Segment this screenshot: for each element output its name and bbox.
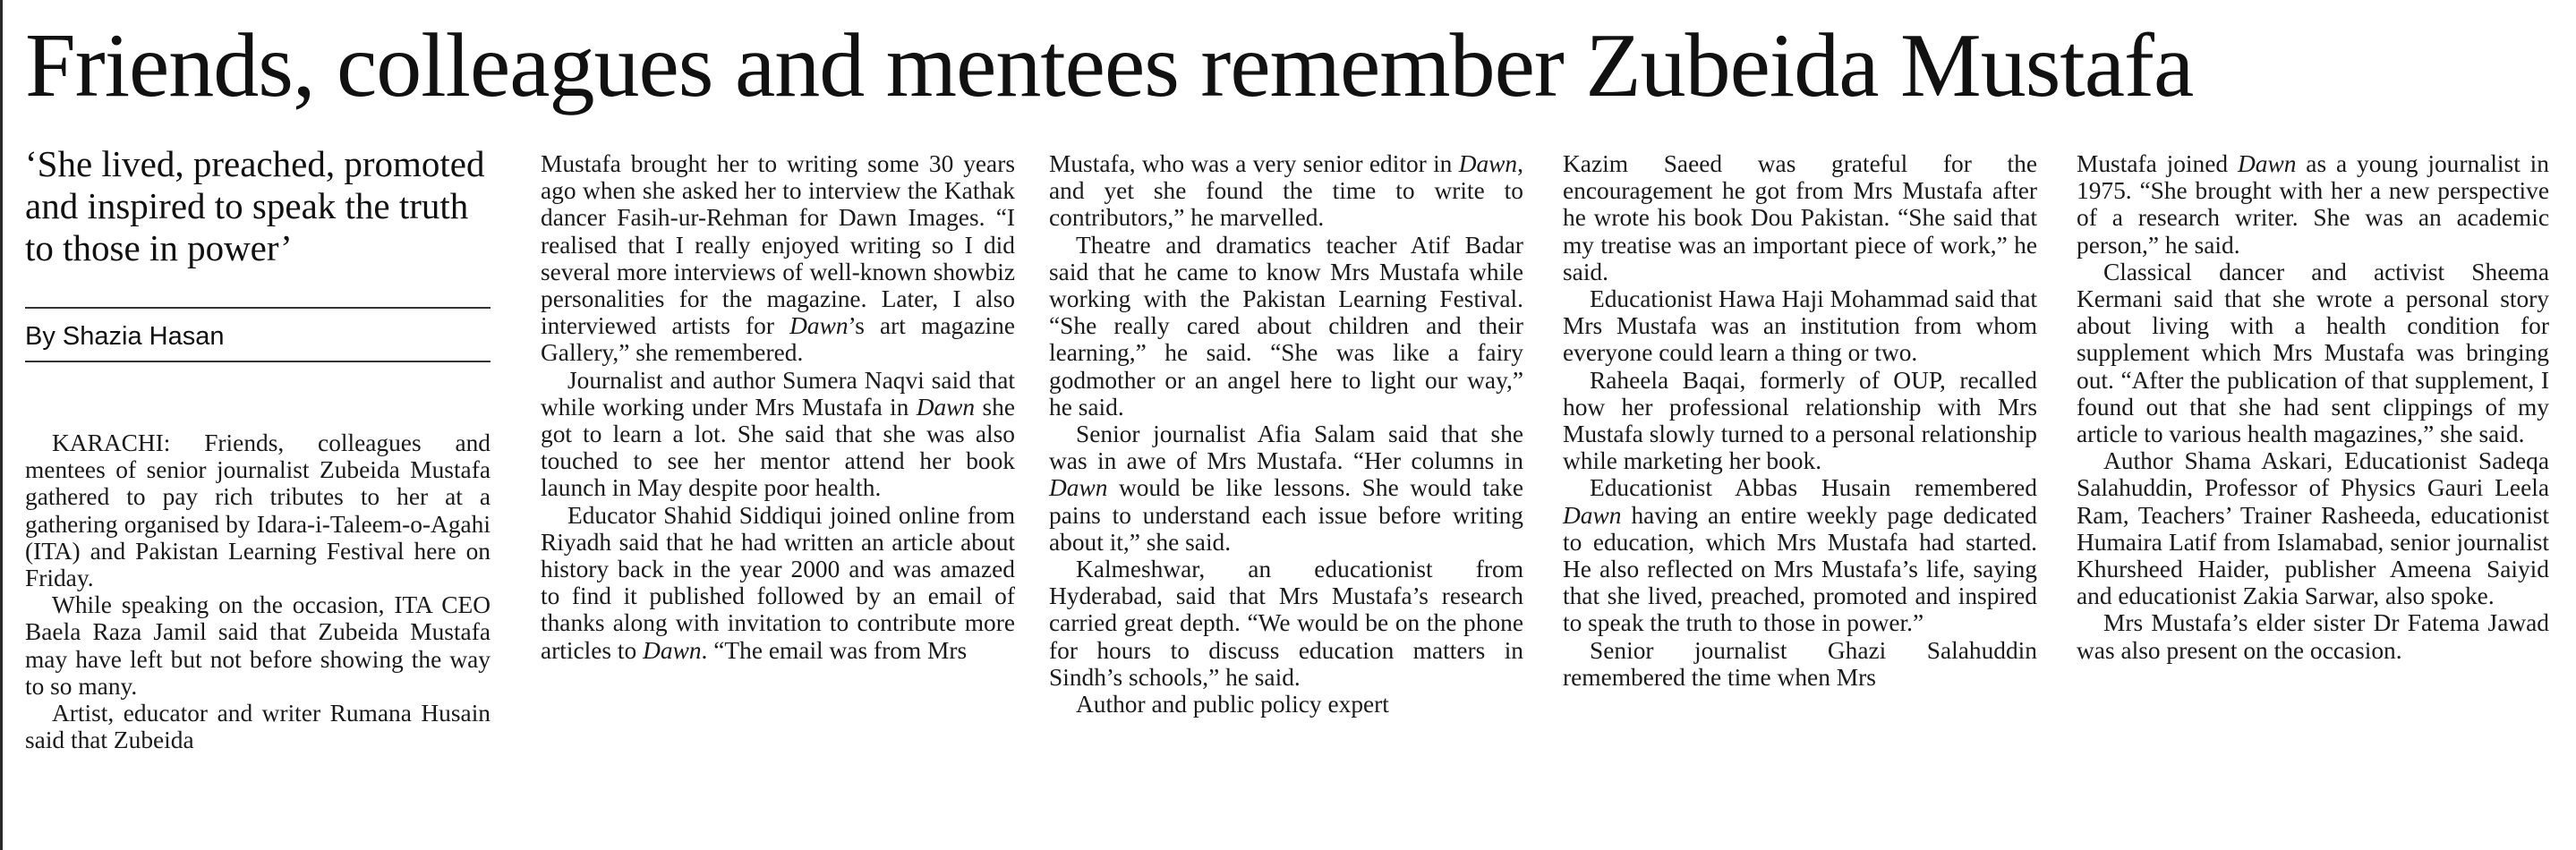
dawn-italic: Dawn [643, 636, 702, 664]
dawn-italic: Dawn [1563, 501, 1622, 529]
paragraph: Senior journalist Afia Salam said that she was in awe of Mrs Mustafa. “Her columns in Dawn would be like lessons. She would take pains to understand each issue before writing about it,” she said. [1049, 421, 1523, 556]
byline-box [25, 307, 490, 362]
paragraph: Raheela Baqai, formerly of OUP, recalled how her professional relationship with Mrs Mustafa slowly turned to a personal relationship while marketing her book. [1563, 366, 2037, 475]
column-3 [1049, 150, 1523, 718]
dawn-italic: Dawn [916, 393, 976, 421]
paragraph: Senior journalist Ghazi Salahuddin remembered the time when Mrs [1563, 636, 2037, 691]
left-column-rule [0, 0, 3, 850]
paragraph: KARACHI: Friends, colleagues and mentees of senior journalist Zubeida Mustafa gathered to pay rich tributes to her at a gathering organised by Idara-i-Taleem-o-Agahi (ITA) and Pakistan Learning Festival here on Friday. [25, 429, 490, 592]
byline: By Shazia Hasan [25, 322, 225, 351]
paragraph: Mustafa, who was a very senior editor in Dawn, and yet she found the time to write to contributors,” he marvelled. [1049, 150, 1523, 232]
dawn-italic: Dawn [2237, 150, 2297, 177]
paragraph: Theatre and dramatics teacher Atif Badar said that he came to know Mrs Mustafa while working with the Pakistan Learning Festival. “She really cared about children and their learning,” he said. “She was like a fairy godmother or an angel here to light our way,” he said. [1049, 231, 1523, 421]
paragraph: Educator Shahid Siddiqui joined online from Riyadh said that he had written an article about history back in the year 2000 and was amazed to find it published followed by an email of thanks along with invitation to contribute more articles to Dawn. “The email was from Mrs [541, 501, 1015, 664]
paragraph: Author Shama Askari, Educationist Sadeqa Salahuddin, Professor of Physics Gauri Leela Ram, Teachers’ Trainer Rasheeda, educationist Humaira Latif from Islamabad, senior journalist Khursheed Haider, publisher Ameena Saiyid and educationist Zakia Sarwar, also spoke. [2077, 447, 2549, 610]
column-1 [25, 429, 490, 753]
dawn-italic: Dawn [1458, 150, 1518, 177]
paragraph: Mustafa brought her to writing some 30 years ago when she asked her to interview the Kathak dancer Fasih-ur-Rehman for Dawn Images. “I realised that I really enjoyed writing so I did several more interviews of well-known showbiz personalities for the magazine. Later, I also interviewed artists for Dawn’s art magazine Gallery,” she remembered. [541, 150, 1016, 367]
headline: Friends, colleagues and mentees remember Zubeida Mustafa [25, 15, 2194, 116]
paragraph: Kazim Saeed was grateful for the encouragement he got from Mrs Mustafa after he wrote his book Dou Pakistan. “She said that my treatise was an important piece of work,” he said. [1563, 150, 2037, 285]
paragraph: Kalmeshwar, an educationist from Hyderabad, said that Mrs Mustafa’s research carried great depth. “We would be on the phone for hours to discuss education matters in Sindh’s schools,” he said. [1049, 556, 1523, 691]
column-5 [2077, 150, 2549, 664]
paragraph: Artist, educator and writer Rumana Husain said that Zubeida [25, 700, 490, 754]
paragraph: Mustafa joined Dawn as a young journalist in 1975. “She brought with her a new perspective of a research writer. She was an academic person,” he said. [2077, 150, 2549, 259]
column-4 [1563, 150, 2037, 691]
kicker-quote: ‘She lived, preached, promoted and inspired to speak the truth to those in power’ [25, 143, 485, 268]
paragraph: While speaking on the occasion, ITA CEO Baela Raza Jamil said that Zubeida Mustafa may have left but not before showing the way to so many. [25, 591, 490, 700]
paragraph: Mrs Mustafa’s elder sister Dr Fatema Jawad was also present on the occasion. [2077, 609, 2549, 664]
column-2 [541, 150, 1015, 664]
paragraph: Classical dancer and activist Sheema Kermani said that she wrote a personal story about living with a health condition for supplement which Mrs Mustafa was bringing out. “After the publication of that supplement, I found out that she had sent clippings of my article to various health magazines,” she said. [2077, 258, 2549, 448]
sidebar [25, 143, 490, 389]
dawn-italic: Dawn [789, 312, 849, 340]
paragraph: Educationist Hawa Haji Mohammad said that Mrs Mustafa was an institution from whom everyone could learn a thing or two. [1563, 285, 2037, 367]
paragraph: Educationist Abbas Husain remembered Dawn having an entire weekly page dedicated to education, which Mrs Mustafa had started. He also reflected on Mrs Mustafa’s life, saying that she lived, preached, promoted and inspired to speak the truth to those in power.” [1563, 474, 2037, 637]
paragraph: Journalist and author Sumera Naqvi said that while working under Mrs Mustafa in Dawn she got to learn a lot. She said that she was also touched to see her mentor attend her book launch in May despite poor health. [541, 366, 1015, 502]
dawn-italic: Dawn [1049, 474, 1108, 502]
paragraph: Author and public policy expert [1076, 691, 1389, 718]
